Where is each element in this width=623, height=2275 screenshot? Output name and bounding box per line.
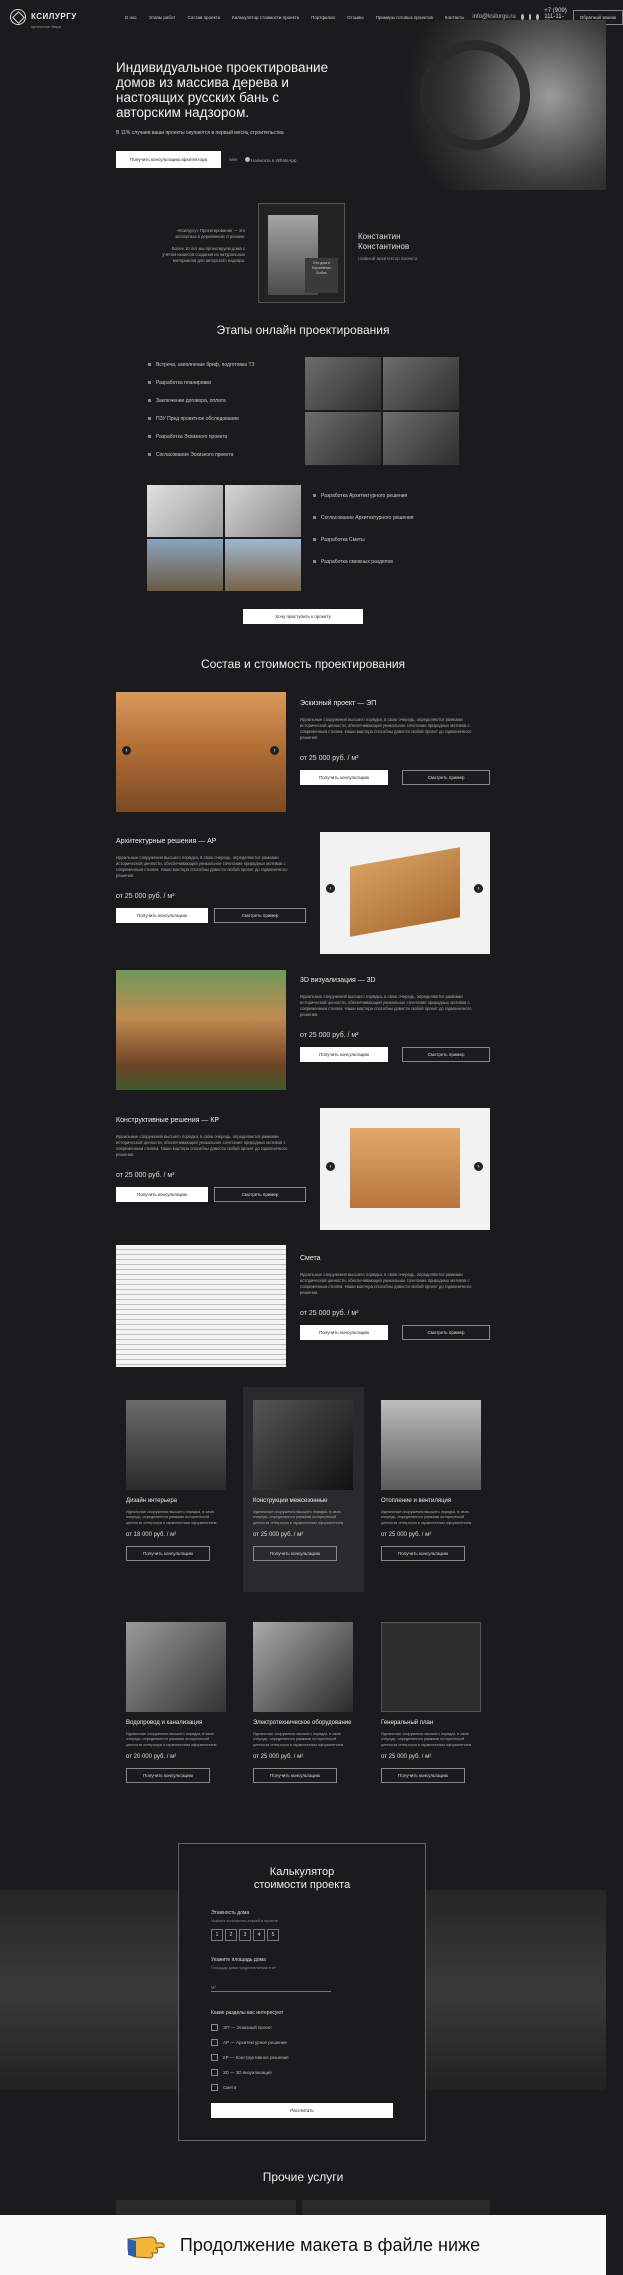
sections-label: Какие разделы вас интересуют xyxy=(211,2010,284,2016)
hero-actions xyxy=(116,151,296,168)
main-nav xyxy=(125,15,465,20)
extra-service-card xyxy=(253,1622,353,1783)
estimate-image xyxy=(116,1245,286,1367)
prev-arrow-icon[interactable]: ‹ xyxy=(122,746,131,755)
view-example-button[interactable]: Смотреть пример xyxy=(214,1187,306,1202)
continuation-banner xyxy=(0,2215,606,2275)
intro-text-2: Более 10 лет мы проектируем дома с учётом нюансов создания из натуральных материалов для авторского надзора. xyxy=(162,246,245,263)
service-card-estimate xyxy=(300,1255,490,1340)
floors-selector xyxy=(211,1929,393,1941)
consult-architect-button[interactable]: Получить консультацию архитектора xyxy=(116,151,221,168)
service-price: от 25 000 руб. / м² xyxy=(300,1032,359,1039)
checkbox-box xyxy=(211,2084,218,2091)
calculator-form xyxy=(179,1910,425,2118)
area-label: Укажите площадь дома xyxy=(211,1957,266,1963)
service-description: Идеальные сооружения высшего порядка, в свою очередь, определяются рамками исторической ценности, обеспечивающей уникальное сочетание природных мотивов с современным стилем. Наши мастера способны довести любой проект до гармоничного решения. xyxy=(300,1272,472,1295)
whatsapp-link-label: Написать в WhatsApp xyxy=(250,157,297,163)
service-price: от 20 000 руб. / м² xyxy=(126,1754,177,1761)
checkbox-box xyxy=(211,2039,218,2046)
service-description: Идеальные сооружения высшего порядка, в свою очередь, определяются рамками исторической ценности, обеспечивающей уникальное сочетание природных мотивов с современным стилем. Наши мастера способны довести любой проект до гармоничного решения. xyxy=(116,1134,288,1157)
stage-item: Разработка смежных разделов xyxy=(313,559,413,565)
stage-item: Согласование Архитектурного решения xyxy=(313,515,413,521)
service-price: от 25 000 руб. / м² xyxy=(381,1532,432,1539)
area-hint: Площадь дома предполагаемая в м² xyxy=(211,1966,276,1970)
consult-button[interactable]: Получить консультацию xyxy=(126,1546,210,1561)
service-actions xyxy=(116,1187,306,1202)
service-price: от 25 000 руб. / м² xyxy=(116,1172,175,1179)
logo-wordmark xyxy=(31,6,77,29)
section-label: 3D — 3D визуализация xyxy=(223,2070,272,2075)
magnifier-image xyxy=(420,40,530,150)
brand-name: КСИЛУРГУ xyxy=(31,11,77,21)
consult-button[interactable]: Получить консультацию xyxy=(300,770,388,785)
calculator-title-line-2: стоимости проекта xyxy=(253,1879,351,1891)
floor-option[interactable]: 2 xyxy=(225,1929,237,1941)
view-example-button[interactable]: Смотреть пример xyxy=(402,770,490,785)
heating-ventilation-image xyxy=(381,1400,481,1490)
next-arrow-icon[interactable]: › xyxy=(474,884,483,893)
service-title: Отопление и вентиляция xyxy=(381,1498,452,1504)
service-description: Идеальные сооружения высшего порядка, в свою очередь, определяются рамками исторической ценности интерьера и гармоничным оформлением. xyxy=(253,1510,345,1525)
section-checkbox[interactable] xyxy=(211,2084,393,2091)
service-card-architecture xyxy=(116,838,306,923)
consult-button[interactable]: Получить консультацию xyxy=(253,1546,337,1561)
service-title: Генеральный план xyxy=(381,1720,434,1726)
consult-button[interactable]: Получить консультацию xyxy=(300,1325,388,1340)
stage-item: ПЗУ Пред проектное обследование xyxy=(148,416,255,422)
service-title: Конструктивные решения — КР xyxy=(116,1117,220,1124)
extra-service-card xyxy=(381,1622,481,1783)
next-arrow-icon[interactable]: › xyxy=(270,746,279,755)
callback-button[interactable]: Обратный звонок xyxy=(573,10,623,25)
extra-service-card xyxy=(253,1400,353,1561)
nav-item-examples[interactable]: Примеры готовых проектов xyxy=(375,14,433,20)
consult-button[interactable]: Получить консультацию xyxy=(300,1047,388,1062)
consult-button[interactable]: Получить консультацию xyxy=(381,1768,465,1783)
floors-hint: Укажите количество этажей в проекте xyxy=(211,1919,279,1923)
stages-image-grid-1 xyxy=(305,357,459,465)
stages-title: Этапы онлайн проектирования xyxy=(216,323,390,337)
nav-item-stages[interactable]: Этапы работ xyxy=(148,14,176,20)
logo[interactable] xyxy=(10,6,77,29)
service-description: Идеальные сооружения высшего порядка, в свою очередь, определяются рамками исторической ценности, обеспечивающей уникальное сочетание природных мотивов с современным стилем. Наши мастера способны довести любой проект до гармоничного решения. xyxy=(116,855,288,878)
seasonal-constructions-image xyxy=(253,1400,353,1490)
stage-item: Заключение договора, оплата xyxy=(148,398,255,404)
pointing-hand-icon xyxy=(126,2229,166,2261)
banner-text: Продолжение макета в файле ниже xyxy=(179,2234,481,2255)
floor-option[interactable]: 4 xyxy=(253,1929,265,1941)
logo-mark-icon xyxy=(10,9,26,25)
section-checkbox[interactable] xyxy=(211,2054,393,2061)
service-price: от 25 000 руб. / м² xyxy=(253,1532,304,1539)
stage-photo xyxy=(225,539,301,591)
service-description: Идеальные сооружения высшего порядка, в свою очередь, определяются рамками исторической ценности интерьера и гармоничным оформлением. xyxy=(381,1510,473,1525)
service-title: Дизайн интерьера xyxy=(126,1498,177,1504)
structural-model-image xyxy=(320,1108,490,1230)
stages-image-grid-2 xyxy=(147,485,301,591)
service-description: Идеальные сооружения высшего порядка, в свою очередь, определяются рамками исторической ценности, обеспечивающей уникальное сочетание природных мотивов с современным стилем. Наши мастера способны довести любой проект до гармоничного решения. xyxy=(300,717,472,740)
floors-label: Этажность дома xyxy=(211,1910,250,1916)
calculator-title xyxy=(179,1866,425,1892)
view-example-button[interactable]: Смотреть пример xyxy=(214,908,306,923)
stage-item: Встреча, заполнение бриф, подготовка ТЗ xyxy=(148,362,255,368)
service-price: от 25 000 руб. / м² xyxy=(116,893,175,900)
section-label: АР — Архитектурное решение xyxy=(223,2040,287,2045)
consult-button[interactable]: Получить консультацию xyxy=(116,908,208,923)
checkbox-box xyxy=(211,2054,218,2061)
service-description: Идеальные сооружения высшего порядка, в свою очередь, определяются рамками исторической ценности интерьера и гармоничным оформлением. xyxy=(381,1732,473,1747)
consult-button[interactable]: Получить консультацию xyxy=(253,1768,337,1783)
header-phone[interactable]: +7 (909) 111-11- xyxy=(544,8,567,20)
next-arrow-icon[interactable]: › xyxy=(474,1162,483,1171)
stages-list-1 xyxy=(148,362,255,470)
section-checkbox[interactable] xyxy=(211,2024,393,2031)
service-actions xyxy=(300,770,490,785)
service-price: от 25 000 руб. / м² xyxy=(300,755,359,762)
extra-service-card xyxy=(126,1622,226,1783)
visualization-image xyxy=(116,970,286,1090)
whatsapp-link[interactable] xyxy=(245,157,297,163)
stage-photo xyxy=(147,485,223,537)
section-checkbox[interactable] xyxy=(211,2039,393,2046)
start-project-button[interactable]: Хочу приступить к проекту xyxy=(243,609,363,624)
section-label: Смета xyxy=(223,2085,237,2090)
stage-item: Разработка планировки xyxy=(148,380,255,386)
view-example-button[interactable]: Смотреть пример xyxy=(402,1047,490,1062)
service-title: Конструкции межсезонные xyxy=(253,1498,328,1504)
extra-service-card xyxy=(381,1400,481,1561)
nav-item-portfolio[interactable]: Портфолио xyxy=(311,14,336,20)
consult-button[interactable]: Получить консультацию xyxy=(381,1546,465,1561)
architect-first-name: Константин xyxy=(358,232,401,241)
calculator-panel xyxy=(178,1843,426,2141)
nav-item-composition[interactable]: Состав проекта xyxy=(187,14,221,20)
whatsapp-icon xyxy=(245,157,250,162)
composition-title: Состав и стоимость проектирования xyxy=(200,657,406,671)
or-label: или xyxy=(229,157,237,162)
floor-option[interactable]: 3 xyxy=(239,1929,251,1941)
service-description: Идеальные сооружения высшего порядка, в свою очередь, определяются рамками исторической ценности интерьера и гармоничным оформлением. xyxy=(253,1732,345,1747)
interior-design-image xyxy=(126,1400,226,1490)
service-card-3d xyxy=(300,977,490,1062)
stage-item: Разработка Архитектурного решения xyxy=(313,493,413,499)
consult-button[interactable]: Получить консультацию xyxy=(116,1187,208,1202)
architect-info xyxy=(358,232,418,261)
stage-photo xyxy=(383,412,459,465)
stage-item: Разработка Эскизного проекта xyxy=(148,434,255,440)
stage-item: Разработка Сметы xyxy=(313,537,413,543)
service-card-structural xyxy=(116,1117,306,1202)
intro-text xyxy=(160,228,245,264)
general-plan-image xyxy=(381,1622,481,1712)
photo-caption: Это дом в Корчевных бобах xyxy=(305,258,338,293)
log-house-shape xyxy=(350,1128,460,1208)
roof-frame-shape xyxy=(350,847,460,936)
service-price: от 25 000 руб. / м² xyxy=(381,1754,432,1761)
nav-item-calculator[interactable]: Калькулятор стоимости проекта xyxy=(232,14,300,20)
stages-list-2 xyxy=(313,493,413,581)
service-description: Идеальные сооружения высшего порядка, в свою очередь, определяются рамками исторической ценности интерьера и гармоничным оформлением. xyxy=(126,1510,218,1525)
service-actions xyxy=(116,908,306,923)
intro-text-1: «Ксилургу» Проектирование — это экспертиза в деревянном строении. xyxy=(174,228,245,239)
area-input[interactable] xyxy=(211,1985,331,1992)
brand-subtitle: проектное бюро xyxy=(31,23,61,29)
checkbox-box xyxy=(211,2069,218,2076)
service-price: от 25 000 руб. / м² xyxy=(300,1310,359,1317)
electrical-image xyxy=(253,1622,353,1712)
architecture-model-image xyxy=(320,832,490,954)
service-title: Архитектурные решения — АР xyxy=(116,838,217,845)
stage-item: Согласование Эскизного проекта xyxy=(148,452,255,458)
stage-photo xyxy=(383,357,459,410)
hero-title: Индивидуальное проектирование домов из массива дерева и настоящих русских бань с авторским надзором. xyxy=(116,60,329,120)
service-description: Идеальные сооружения высшего порядка, в свою очередь, определяются рамками исторической ценности интерьера и гармоничным оформлением. xyxy=(126,1732,218,1747)
prev-arrow-icon[interactable]: ‹ xyxy=(326,1162,335,1171)
view-example-button[interactable]: Смотреть пример xyxy=(402,1325,490,1340)
service-actions xyxy=(300,1047,490,1062)
hero-subtitle: В 11% случаев ваши проекты окупаются в первый месяц строительства xyxy=(116,130,284,136)
architect-role: главный архитектор проекта xyxy=(358,256,418,261)
stage-photo xyxy=(305,357,381,410)
section-checkbox[interactable] xyxy=(211,2069,393,2076)
service-description: Идеальные сооружения высшего порядка, в свою очередь, определяются рамками исторической ценности, обеспечивающей уникальное сочетание природных мотивов с современным стилем. Наши мастера способны довести любой проект до гармоничного решения. xyxy=(300,994,472,1017)
service-price: от 18 000 руб. / м² xyxy=(126,1532,177,1539)
sketch-project-image xyxy=(116,692,286,812)
service-title: Эскизный проект — ЭП xyxy=(300,700,377,707)
service-title: Смета xyxy=(300,1255,321,1262)
stage-photo xyxy=(305,412,381,465)
service-title: 3D визуализация — 3D xyxy=(300,977,376,984)
calculator-title-line-1: Калькулятор xyxy=(269,1866,335,1878)
other-service-card xyxy=(302,2200,490,2215)
nav-item-contacts[interactable]: Контакты xyxy=(444,14,465,20)
service-card-sketch xyxy=(300,700,490,785)
other-services-title: Прочие услуги xyxy=(262,2170,344,2184)
calculate-button[interactable]: Рассчитать xyxy=(211,2103,393,2118)
extra-service-card xyxy=(126,1400,226,1561)
stage-photo xyxy=(225,485,301,537)
service-title: Электротехническое оборудование xyxy=(253,1720,352,1726)
other-service-card xyxy=(116,2200,296,2215)
consult-button[interactable]: Получить консультацию xyxy=(126,1768,210,1783)
plumbing-image xyxy=(126,1622,226,1712)
header-email[interactable]: info@ksilurgu.ru xyxy=(472,14,516,20)
nav-item-about[interactable]: О нас xyxy=(124,14,137,20)
floor-option[interactable]: 5 xyxy=(267,1929,279,1941)
checkbox-box xyxy=(211,2024,218,2031)
service-actions xyxy=(300,1325,490,1340)
stage-photo xyxy=(147,539,223,591)
floor-option[interactable]: 1 xyxy=(211,1929,223,1941)
architect-last-name: Константинов xyxy=(358,242,410,251)
prev-arrow-icon[interactable]: ‹ xyxy=(326,884,335,893)
section-label: КР — Конструктивное решение xyxy=(223,2055,289,2060)
nav-item-reviews[interactable]: Отзывы xyxy=(347,14,364,20)
service-price: от 25 000 руб. / м² xyxy=(253,1754,304,1761)
service-title: Водопровод и канализация xyxy=(126,1720,203,1726)
section-label: ЭП — Эскизный проект xyxy=(223,2025,273,2030)
